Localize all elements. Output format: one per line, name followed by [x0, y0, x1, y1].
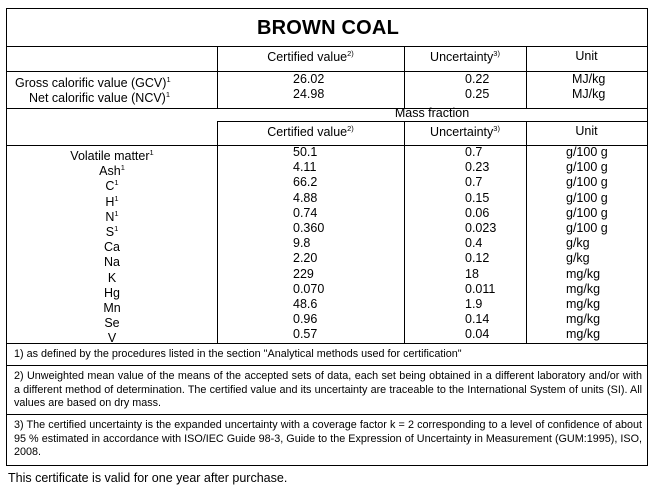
subheader-certified: Certified value$^{2)}$ — [267, 124, 354, 139]
certified-value: 0.96 — [293, 312, 318, 327]
certified-value: 4.11 — [293, 160, 317, 175]
subheader-uncertainty: Uncertainty$^{3)}$ — [430, 124, 500, 139]
unit-value: g/100 g — [566, 190, 608, 205]
row-label-footnote: 1 — [114, 224, 119, 233]
rule-under-title — [7, 46, 647, 47]
uncertainty-value: 0.7 — [465, 175, 483, 190]
certified-value: 0.74 — [293, 205, 318, 220]
uncertainty-value: 0.22 — [465, 72, 490, 86]
certified-value: 9.8 — [293, 236, 311, 251]
row-label-text: C — [105, 179, 115, 194]
unit-value: MJ/kg — [572, 72, 606, 86]
row-label-text: Hg — [104, 285, 120, 300]
row-label-text: Volatile matter — [70, 149, 150, 163]
validity-footer: This certificate is valid for one year after purchase. — [8, 471, 288, 485]
uncertainty-value: 0.7 — [465, 145, 483, 159]
rule-under-note-1 — [7, 365, 647, 366]
rule-under-mass-fraction — [217, 121, 647, 122]
uncertainty-value: 0.04 — [465, 327, 490, 342]
rule-under-note-2 — [7, 414, 647, 415]
table-title: BROWN COAL — [257, 17, 399, 39]
uncertainty-value: 0.23 — [465, 160, 490, 175]
row-label-text: Ash — [99, 164, 121, 179]
unit-value: g/100 g — [566, 205, 608, 220]
certified-value: 0.070 — [293, 281, 325, 296]
header-certified: Certified value$^{2)}$ — [267, 49, 354, 64]
uncertainty-value: 0.011 — [465, 281, 496, 296]
row-label-text: Na — [104, 255, 120, 270]
unit-value: mg/kg — [566, 281, 601, 296]
certified-value: 0.57 — [293, 327, 318, 342]
unit-value: mg/kg — [566, 327, 601, 342]
row-label — [7, 327, 217, 346]
unit-value: mg/kg — [566, 266, 601, 281]
certified-value: 0.360 — [293, 221, 325, 235]
uncertainty-value: 0.023 — [465, 221, 497, 235]
row-label-text: S — [105, 225, 115, 239]
row-label-footnote: 1 — [165, 90, 171, 99]
col-rule-3b — [526, 121, 527, 343]
uncertainty-value: 0.15 — [465, 190, 490, 205]
certified-value: 66.2 — [293, 175, 318, 190]
note-2: 2) Unweighted mean value of the means of the accepted sets of data, each set being obtained in a different laboratory and/or with a different method of determination. The certified value and its uncertainty are traceable to the International System of units (SI). All values are based on dry mass. — [14, 370, 642, 409]
mass-fraction-label: Mass fraction — [394, 106, 470, 120]
unit-value: g/100 g — [566, 145, 608, 159]
row-label-text: N — [105, 209, 115, 224]
unit-value: g/kg — [566, 251, 590, 266]
unit-value: g/100 g — [566, 221, 608, 235]
note-3: 3) The certified uncertainty is the expanded uncertainty with a coverage factor k = 2 corresponding to a level of confidence of about 95 % estimated in accordance with ISO/IEC Guide 98-3, Guide to the Expression of Uncertainty in Measurement (GUM:1995), ISO, 2008. — [14, 419, 642, 458]
uncertainty-value: 0.25 — [465, 87, 490, 101]
col-rule-2b — [404, 121, 405, 343]
row-label-text: Net calorific value (NCV) — [29, 91, 166, 105]
unit-value: g/100 g — [566, 175, 608, 190]
certified-value: 2.20 — [293, 251, 318, 266]
certified-value: 48.6 — [293, 297, 318, 311]
certified-value: 24.98 — [293, 87, 325, 101]
unit-value: g/kg — [566, 236, 590, 251]
row-label — [29, 87, 170, 106]
col-rule-1b — [217, 121, 218, 343]
header-uncertainty: Uncertainty$^{3)}$ — [430, 49, 500, 64]
uncertainty-value: 0.12 — [465, 251, 490, 266]
subheader-unit: Unit — [575, 124, 598, 138]
row-label-text: Gross calorific value (GCV) — [15, 76, 167, 90]
uncertainty-value: 1.9 — [465, 297, 483, 311]
unit-value: mg/kg — [566, 312, 601, 327]
note-1: 1) as defined by the procedures listed in the section "Analytical methods used for certification" — [14, 348, 462, 360]
unit-value: MJ/kg — [572, 87, 606, 101]
unit-value: g/100 g — [566, 160, 608, 175]
row-label-text: V — [107, 331, 117, 346]
row-label-footnote: 1 — [149, 148, 154, 157]
row-label-footnote: 1 — [166, 75, 171, 84]
certified-value: 4.88 — [293, 190, 318, 205]
row-label-text: K — [107, 270, 117, 285]
uncertainty-value: 0.06 — [465, 205, 490, 220]
certified-value: 26.02 — [293, 72, 325, 86]
row-label-footnote: 1 — [114, 193, 119, 203]
certified-value: 229 — [293, 266, 314, 281]
row-label-text: Mn — [103, 301, 121, 315]
row-label-text: H — [105, 194, 115, 209]
row-label-footnote: 1 — [120, 163, 125, 173]
row-label-footnote: 1 — [114, 178, 119, 188]
row-label-text: Ca — [104, 240, 120, 255]
header-unit: Unit — [575, 49, 598, 63]
uncertainty-value: 0.4 — [465, 236, 483, 251]
row-label-text: Se — [104, 316, 120, 331]
unit-value: mg/kg — [566, 297, 601, 311]
uncertainty-value: 0.14 — [465, 312, 490, 327]
certificate-table — [6, 8, 648, 466]
certified-value: 50.1 — [293, 145, 318, 159]
row-label-footnote: 1 — [114, 208, 119, 218]
uncertainty-value: 18 — [465, 266, 479, 281]
